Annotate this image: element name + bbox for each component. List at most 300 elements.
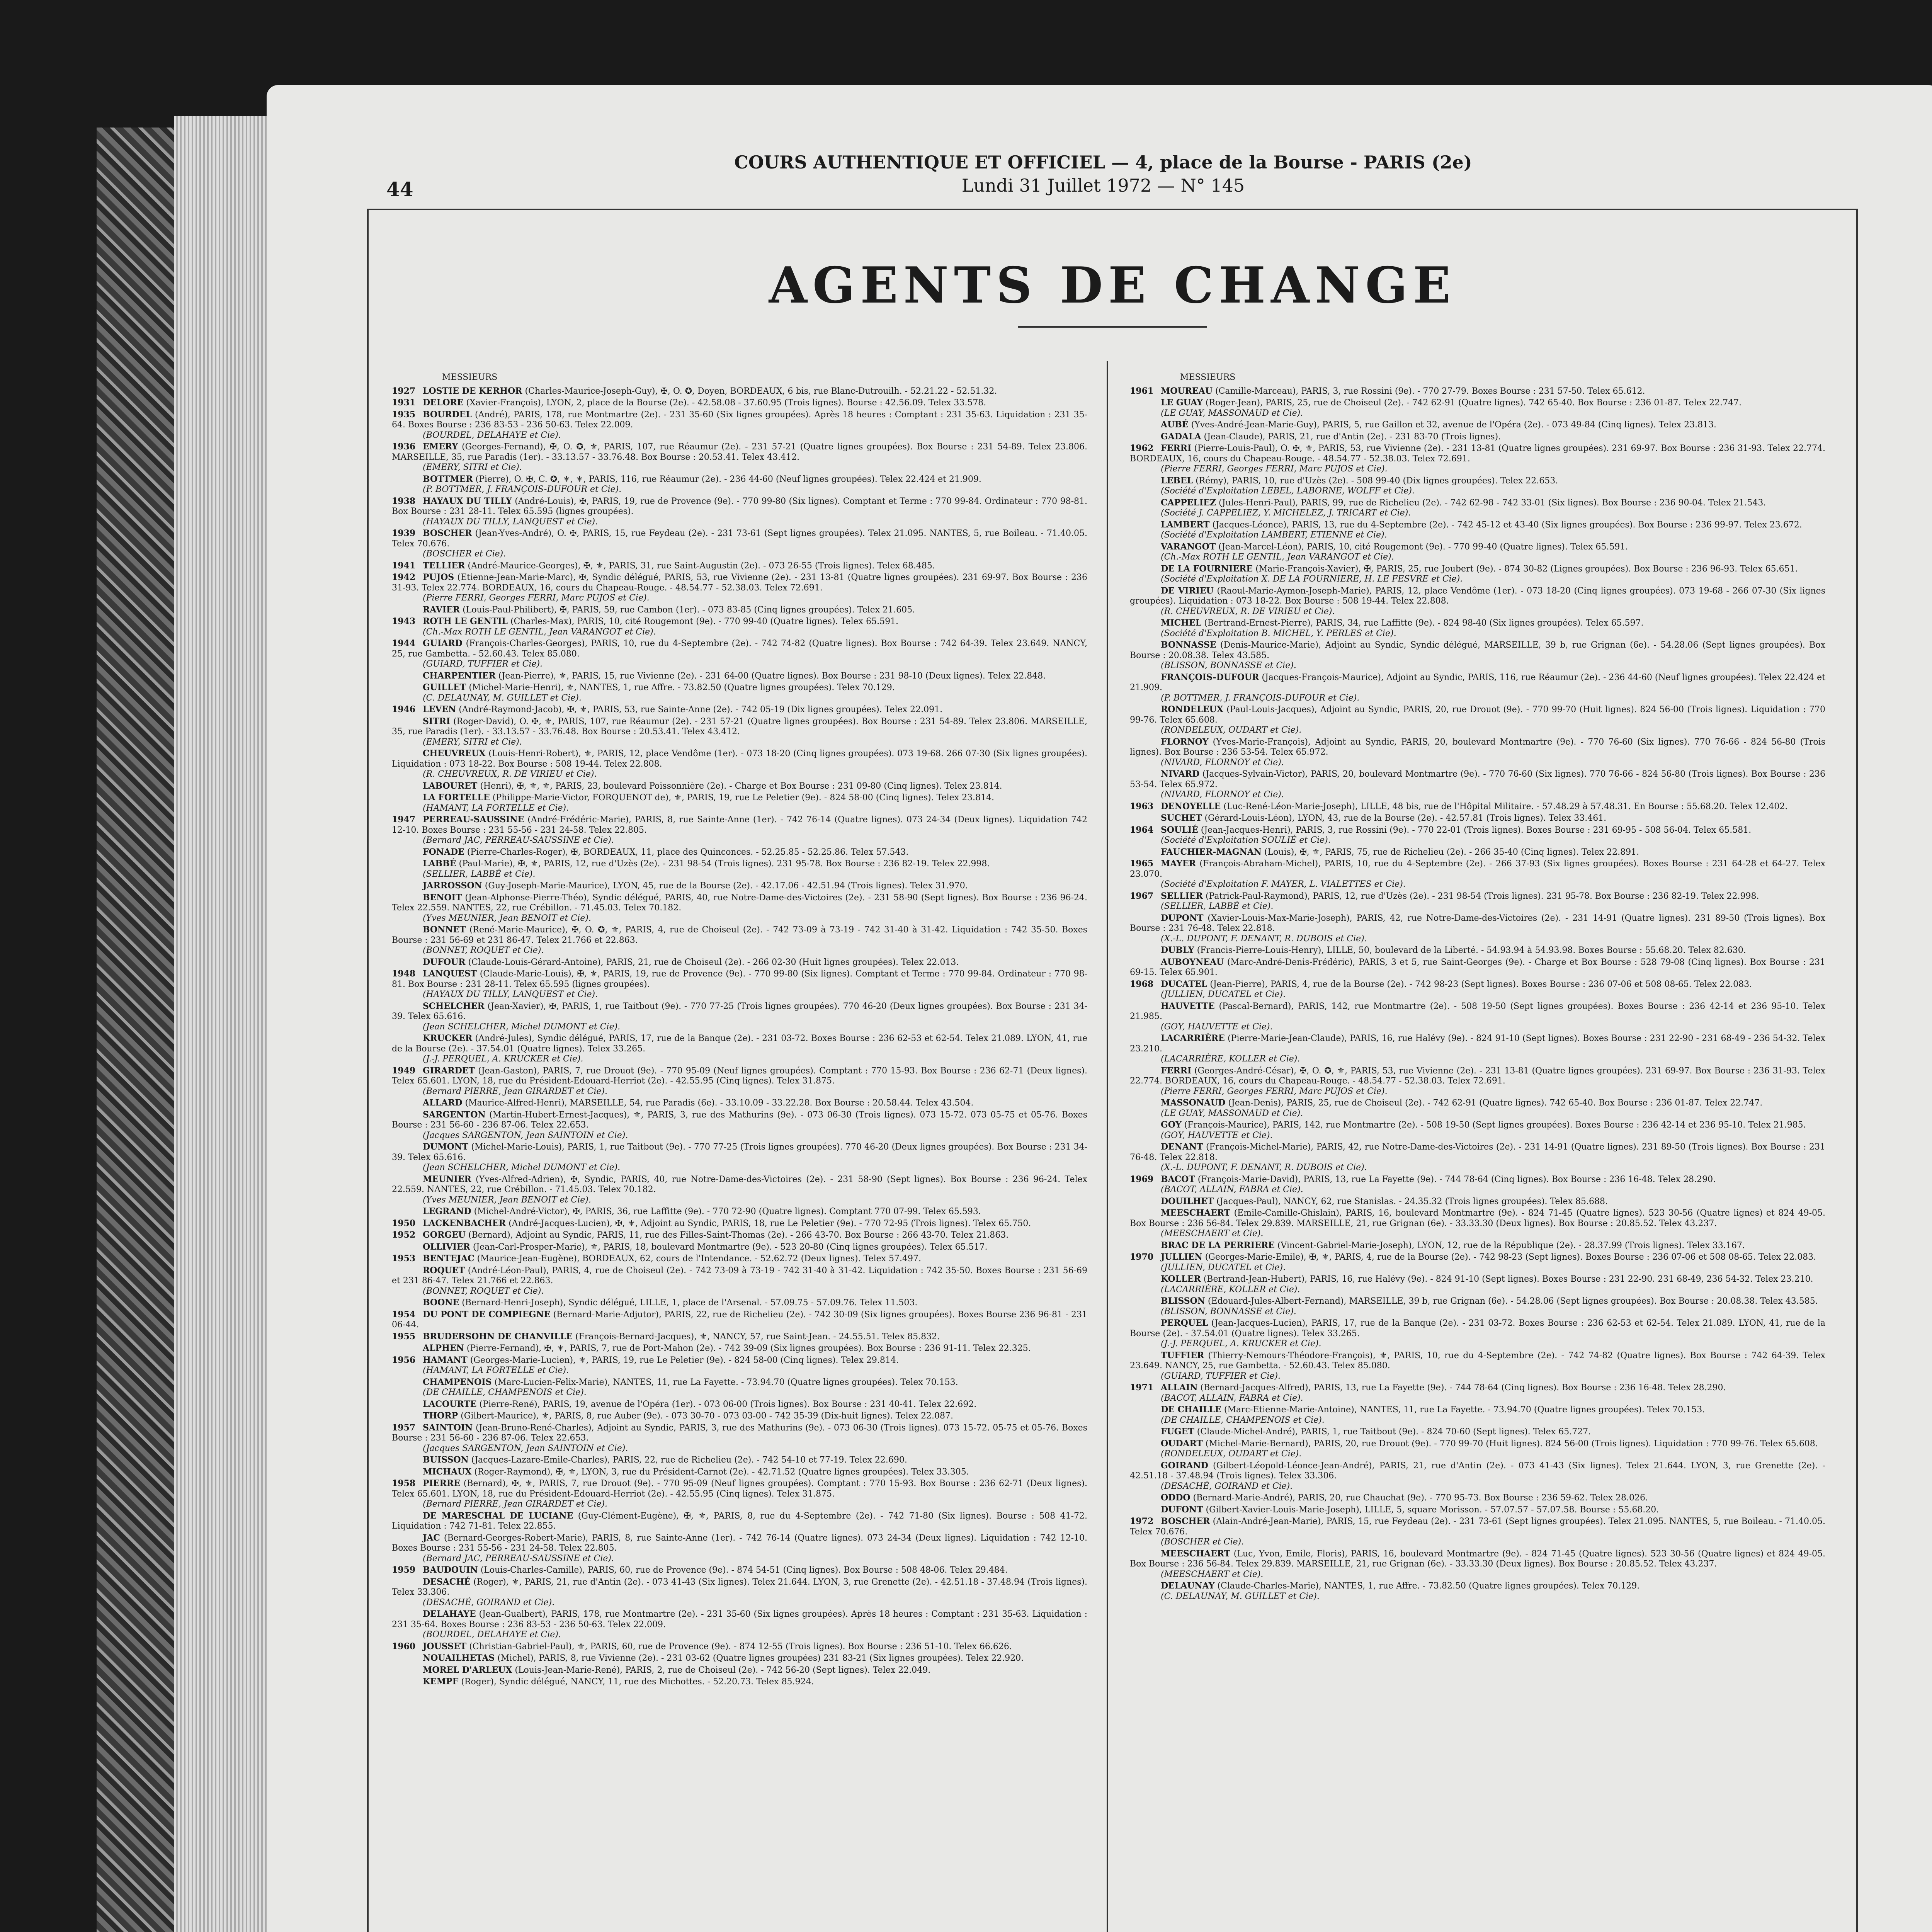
firm-name: (Jacques SARGENTON, Jean SAINTOIN et Cie).: [423, 1130, 628, 1140]
agent-details: (Guy-Joseph-Marie-Maurice), LYON, 45, rue de la Bourse (2e). - 42.17.06 - 42.51.94 (Trois lignes). Telex 31.970.: [485, 881, 968, 891]
entry-year: 1947: [392, 815, 416, 825]
agent-details: (Martin-Hubert-Ernest-Jacques), ⚜, PARIS, 3, rue des Mathurins (9e). - 073 06-30 (Trois lignes). 073 15-72. 073 05-75 et 05-76. Boxes Bourse : 231 56-60 - 236 87-06. Telex 22.653.: [392, 1110, 1087, 1130]
agent-name: DE MARESCHAL DE LUCIANE: [423, 1510, 573, 1521]
entry-year: 1936: [392, 442, 416, 452]
agent-entry: [1130, 1196, 1825, 1207]
agent-details: (Jean-Jacques-Lucien), PARIS, 17, rue de la Banque (2e). - 231 03-72. Boxes Bourse : 236 62-53 et 62-54. Telex 21.089. LYON, 41, rue de la Bourse (2e). - 37.54.01 (Quatre lignes). Telex 33.265.: [1130, 1318, 1825, 1338]
agent-details: (Marc-Etienne-Marie-Antoine), NANTES, 11, rue La Fayette. - 73.94.70 (Quatre lignes groupées). Telex 70.153.: [1224, 1405, 1705, 1415]
agent-entry: [392, 1253, 1087, 1264]
agent-details: (Michel-Marie-Bernard), PARIS, 20, rue Drouot (9e). - 770 99-70 (Huit lignes). 824 56-00 (Trois lignes). Liquidation : 770 99-76. Telex 65.608.: [1205, 1439, 1818, 1449]
agent-entry: [1130, 1098, 1825, 1119]
agent-name: SAINTOIN: [423, 1422, 473, 1433]
agent-entry: [1130, 1208, 1825, 1239]
agent-details: (Roger), Syndic délégué, NANCY, 11, rue des Michottes. - 52.20.73. Telex 85.924.: [461, 1677, 814, 1687]
entry-year: 1935: [392, 409, 416, 420]
entry-year: 1950: [392, 1218, 416, 1228]
agent-details: (Roger), ⚜, PARIS, 21, rue d'Antin (2e). - 073 41-43 (Six lignes). Telex 21.644. LYON, 3, rue Grenette (2e). - 42.51.18 - 37.48.94 (Trois lignes). Telex 33.306.: [392, 1577, 1087, 1597]
agent-entry: [1130, 542, 1825, 563]
agent-entry: [392, 815, 1087, 846]
header-title: COURS AUTHENTIQUE ET OFFICIEL — 4, place de la Bourse - PARIS (2e): [734, 152, 1472, 173]
agent-details: (Claude-Marie-Louis), ✠, ⚜, PARIS, 19, rue de Provence (9e). - 770 99-80 (Six lignes). Comptant et Terme : 770 99-84. Ordinateur : 770 98-81. Box Bourse : 231 28-11. Telex 65.595 (lignes groupées).: [392, 969, 1087, 989]
firm-name: (HAMANT, LA FORTELLE et Cie).: [423, 1366, 569, 1375]
agent-entry: [392, 1665, 1087, 1676]
firm-name: (LACARRIÈRE, KOLLER et Cie).: [1161, 1284, 1300, 1294]
agent-name: LAMBERT: [1161, 519, 1210, 530]
entry-year: 1942: [392, 572, 416, 582]
agent-name: DENOYELLE: [1161, 801, 1221, 811]
entry-year: 1955: [392, 1331, 416, 1342]
firm-name: (NIVARD, FLORNOY et Cie).: [1161, 757, 1284, 767]
agent-details: (Bernard), ✠, ⚜, PARIS, 7, rue Drouot (9e). - 770 95-09 (Neuf lignes groupées). Comptant : 770 15-93. Box Bourse : 236 62-71 (Deux lignes). Telex 65.601. LYON, 18, rue du Président-Edouard-Herriot (2e). - 42.55.95 (Cinq lignes). Telex 31.875.: [392, 1479, 1087, 1499]
agent-details: (Yves-André-Jean-Marie-Guy), PARIS, 5, rue Gaillon et 32, avenue de l'Opéra (2e). - 073 49-84 (Cinq lignes). Telex 23.813.: [1191, 420, 1717, 430]
agent-details: (Thierry-Nemours-Théodore-François), ⚜, PARIS, 10, rue du 4-Septembre (2e). - 742 74-82 (Quatre lignes). Box Bourse : 742 64-39. Telex 23.649. NANCY, 25, rue Gambetta. - 52.60.43. Telex 85.080.: [1130, 1350, 1825, 1371]
firm-name: (Société d'Exploitation F. MAYER, L. VIALETTES et Cie).: [1161, 879, 1406, 889]
agent-details: (Claude-Louis-Gérard-Antoine), PARIS, 21, rue de Choiseul (2e). - 266 02-30 (Huit lignes groupées). Telex 22.013.: [468, 957, 959, 967]
agent-entry: [392, 410, 1087, 441]
firm-name: (RONDELEUX, OUDART et Cie).: [1161, 1449, 1302, 1459]
entry-year: 1971: [1130, 1383, 1154, 1393]
agent-entry: [392, 1455, 1087, 1466]
agent-details: (Henri), ✠, ⚜, ⚜, PARIS, 23, boulevard Poissonnière (2e). - Charge et Box Bourse : 231 09-80 (Cinq lignes). Telex 23.814.: [480, 781, 1002, 791]
agent-name: DU PONT DE COMPIEGNE: [423, 1309, 551, 1320]
agent-details: (Pierre-Fernand), ✠, ⚜, PARIS, 7, rue de Port-Mahon (2e). - 742 39-09 (Six lignes groupées). Box Bourse : 236 91-11. Telex 22.325.: [466, 1344, 1031, 1353]
agent-details: (André-Frédéric-Marie), PARIS, 8, rue Sainte-Anne (1er). - 742 76-14 (Quatre lignes). 073 24-34 (Deux lignes). Liquidation 742 12-10. Boxes Bourse : 231 55-56 - 231 24-58. Telex 22.805.: [392, 815, 1087, 835]
agent-details: (René-Marie-Maurice), ✠, O. ✪, ⚜, PARIS, 4, rue de Choiseul (2e). - 742 73-09 à 73-19 - 742 31-40 à 31-42. Liquidation : 742 35-50. Boxes Bourse : 231 56-69 et 231 86-47. Telex 21.766 et 22.863.: [392, 925, 1087, 945]
agent-entry: [1130, 1252, 1825, 1273]
agent-name: FUGET: [1161, 1427, 1194, 1437]
agent-details: (Bernard-Marie-Adjutor), PARIS, 22, rue de Richelieu (2e). - 742 30-09 (Six lignes groupées). Boxes Bourse 236 96-81 - 231 06-44.: [392, 1310, 1087, 1330]
book-spine-binding: [97, 128, 174, 1932]
agent-name: BOSCHER: [423, 528, 472, 538]
agent-details: (Yves-Marie-François), Adjoint au Syndic, PARIS, 20, boulevard Montmartre (9e). - 770 76-60 (Six lignes). 770 76-66 - 824 56-80 (Trois lignes). Box Bourse : 236 53-54. Telex 65.972.: [1130, 737, 1825, 757]
firm-name: (DESACHÉ, GOIRAND et Cie).: [1161, 1481, 1293, 1491]
agent-details: (André-Léon-Paul), PARIS, 4, rue de Choiseul (2e). - 742 73-09 à 73-19 - 742 31-40 à 31-42. Liquidation : 742 35-50. Boxes Bourse : 231 56-69 et 231 86-47. Telex 21.766 et 22.863.: [392, 1265, 1087, 1286]
agent-name: MICHAUX: [423, 1466, 472, 1477]
agent-details: (Gilbert-Léopold-Léonce-Jean-André), PARIS, 21, rue d'Antin (2e). - 073 41-43 (Six lignes). Telex 21.644. LYON, 3, rue Grenette (2e). - 42.51.18 - 37.48.94 (Trois lignes). Telex 33.306.: [1130, 1461, 1825, 1481]
agent-details: (Jean-Gualbert), PARIS, 178, rue Montmartre (2e). - 231 35-60 (Six lignes groupées). Après 18 heures : Comptant : 231 35-63. Liquidation : 231 35-64. Boxes Bourse : 236 83-53 - 236 50-63. Telex 22.009.: [392, 1609, 1087, 1629]
agent-details: (Bernard-Georges-Robert-Marie), PARIS, 8, rue Sainte-Anne (1er). - 742 76-14 (Quatre lignes). 073 24-34 (Deux lignes). Liquidation : 742 12-10. Boxes Bourse : 231 55-56 - 231 24-58. Telex 22.805.: [392, 1533, 1087, 1553]
agent-entry: [1130, 859, 1825, 890]
agent-name: HAUVETTE: [1161, 1001, 1215, 1011]
agent-entry: [392, 925, 1087, 956]
page-stack-edge: [174, 116, 270, 1932]
agent-entry: [392, 957, 1087, 968]
agent-entry: [392, 386, 1087, 397]
agent-name: LEGRAND: [423, 1206, 471, 1216]
agent-details: (Emile-Camille-Ghislain), PARIS, 16, boulevard Montmartre (9e). - 824 71-45 (Quatre lignes). 523 30-56 (Quatre lignes) et 824 49-05. Box Bourse : 236 56-84. Telex 29.839. MARSEILLE, 21, rue Grignan (6e). - 33.33.30 (Deux lignes). Box Bourse : 20.85.52. Telex 43.237.: [1130, 1208, 1825, 1228]
entry-year: 1938: [392, 496, 416, 506]
agent-entry: [392, 1478, 1087, 1510]
agent-name: PIERRE: [423, 1478, 460, 1488]
agent-entry: [392, 616, 1087, 637]
entry-year: 1952: [392, 1230, 416, 1240]
agent-entry: [1130, 443, 1825, 474]
agent-entry: [392, 704, 1087, 715]
entry-year: 1970: [1130, 1252, 1154, 1262]
agent-details: (Georges-Fernand), ✠, O. ✪, ⚜, PARIS, 107, rue Réaumur (2e). - 231 57-21 (Quatre lignes groupées). Box Bourse : 231 54-89. Telex 23.806. MARSEILLE, 35, rue Paradis (1er). - 33.13.57 - 33.76.48. Box Bourse : 20.53.41. Telex 43.412.: [392, 442, 1087, 462]
agent-name: MOREL D'ARLEUX: [423, 1665, 512, 1675]
agent-name: SOULIÉ: [1161, 825, 1198, 835]
agent-details: (Jean-Denis), PARIS, 25, rue de Choiseul (2e). - 742 62-91 (Quatre lignes). 742 65-40. Box Bourse : 236 01-87. Telex 22.747.: [1228, 1098, 1763, 1108]
agent-entry: [1130, 1516, 1825, 1548]
agent-name: DENANT: [1161, 1142, 1203, 1152]
firm-name: (Bernard PIERRE, Jean GIRARDET et Cie).: [423, 1499, 607, 1509]
firm-name: (Société J. CAPPELIEZ, Y. MICHELEZ, J. TRICART et Cie).: [1161, 508, 1411, 518]
firm-name: (HAYAUX DU TILLY, LANQUEST et Cie).: [423, 517, 598, 527]
agent-details: (Claude-Charles-Marie), NANTES, 1, rue Affre. - 73.82.50 (Quatre lignes groupées). Telex 70.129.: [1217, 1581, 1640, 1591]
agent-name: BONNET: [423, 925, 466, 935]
agent-entry: [1130, 1274, 1825, 1295]
agent-name: DUBLY: [1161, 945, 1194, 955]
agent-name: GADALA: [1161, 431, 1201, 442]
agent-name: MEUNIER: [423, 1174, 471, 1184]
agent-details: (Jean-Pierre), ⚜, PARIS, 15, rue Vivienne (2e). - 231 64-00 (Quatre lignes). Box Bourse : 231 98-10 (Deux lignes). Telex 22.848.: [498, 671, 1046, 681]
agent-entry: [392, 1310, 1087, 1330]
firm-name: (DE CHAILLE, CHAMPENOIS et Cie).: [423, 1388, 587, 1397]
agent-details: (André), PARIS, 178, rue Montmartre (2e). - 231 35-60 (Six lignes groupées). Après 18 heures : Comptant : 231 35-63. Liquidation : 231 35-64. Boxes Bourse : 236 83-53 - 236 50-63. Telex 22.009.: [392, 410, 1087, 430]
agent-name: BOURDEL: [423, 409, 472, 420]
section-label: MESSIEURS: [442, 372, 498, 382]
agent-details: (André-Jules), Syndic délégué, PARIS, 17, rue de la Banque (2e). - 231 03-72. Boxes Bourse : 236 62-53 et 62-54. Telex 21.089. LYON, 41, rue de la Bourse (2e). - 37.54.01 (Quatre lignes). Telex 33.265.: [392, 1034, 1087, 1054]
agent-entry: [1130, 1142, 1825, 1173]
agent-details: (Guy-Clément-Eugène), ✠, ⚜, PARIS, 8, rue du 4-Septembre (2e). - 742 71-80 (Six lignes). Bourse : 508 41-72. Liquidation : 742 71-81. Telex 22.855.: [392, 1511, 1087, 1531]
agent-entry: [392, 1411, 1087, 1422]
agent-name: LE GUAY: [1161, 398, 1203, 408]
firm-name: (BOSCHER et Cie).: [1161, 1537, 1244, 1547]
firm-name: (R. CHEUVREUX, R. DE VIRIEU et Cie).: [1161, 606, 1335, 616]
entry-year: 1969: [1130, 1174, 1154, 1184]
agent-name: FONADE: [423, 847, 464, 857]
agent-details: (Michel-Marie-Henri), ⚜, NANTES, 1, rue Affre. - 73.82.50 (Quatre lignes groupées). Telex 70.129.: [469, 683, 895, 692]
agent-entry: [1130, 476, 1825, 497]
agent-name: MOUREAU: [1161, 386, 1213, 396]
entry-year: 1963: [1130, 801, 1154, 811]
agent-entry: [392, 1609, 1087, 1640]
agent-details: (Raoul-Marie-Aymon-Joseph-Marie), PARIS, 12, place Vendôme (1er). - 073 18-20 (Cinq lignes groupées). 073 19-68 - 266 07-30 (Six lignes groupées). Liquidation : 073 18-22. Box Bourse : 508 19-44. Telex 22.808.: [1130, 586, 1825, 606]
agent-entry: [1130, 1493, 1825, 1503]
agent-name: EMERY: [423, 442, 458, 452]
section-label: MESSIEURS: [1180, 372, 1236, 382]
agent-name: DUFOUR: [423, 957, 466, 967]
agent-entry: [392, 1298, 1087, 1308]
page-title: AGENTS DE CHANGE: [769, 257, 1456, 315]
agent-name: RAVIER: [423, 604, 460, 615]
firm-name: (HAYAUX DU TILLY, LANQUEST et Cie).: [423, 990, 598, 999]
firm-name: (Société d'Exploitation B. MICHEL, Y. PERLES et Cie).: [1161, 628, 1396, 638]
firm-name: (GUIARD, TUFFIER et Cie).: [423, 659, 543, 669]
agent-details: (Camille-Marceau), PARIS, 3, rue Rossini (9e). - 770 27-79. Boxes Bourse : 231 57-50. Telex 65.612.: [1215, 386, 1645, 396]
agent-details: (Jean-Marcel-Léon), PARIS, 10, cité Rougemont (9e). - 770 99-40 (Quatre lignes). Telex 65.591.: [1218, 542, 1628, 552]
agent-entry: [1130, 520, 1825, 541]
entry-year: 1931: [392, 398, 416, 408]
agent-name: ALLARD: [423, 1098, 463, 1108]
agent-entry: [392, 1577, 1087, 1608]
agent-entry: [392, 748, 1087, 780]
firm-name: (JULLIEN, DUCATEL et Cie).: [1161, 990, 1286, 999]
agent-entry: [392, 1066, 1087, 1097]
agent-entry: [1130, 737, 1825, 768]
agent-name: CHARPENTIER: [423, 670, 496, 681]
entry-year: 1939: [392, 528, 416, 538]
agent-details: (Georges-Marie-Emile), ✠, ⚜, PARIS, 4, rue de la Bourse (2e). - 742 98-23 (Sept lignes). Boxes Bourse : 236 07-06 et 508 08-65. Telex 22.083.: [1205, 1252, 1816, 1262]
entry-year: 1943: [392, 616, 416, 626]
agent-entry: [392, 781, 1087, 792]
agent-name: MEESCHAERT: [1161, 1208, 1231, 1218]
column-divider: [1107, 361, 1108, 1932]
agent-details: (Alain-André-Jean-Marie), PARIS, 15, rue Feydeau (2e). - 231 73-61 (Sept lignes groupées). Telex 21.095. NANTES, 5, rue Boileau. - 71.40.05. Telex 70.676.: [1130, 1517, 1825, 1537]
agent-name: ALPHEN: [423, 1343, 464, 1353]
agent-name: FAUCHIER-MAGNAN: [1161, 847, 1262, 857]
firm-name: (Jean SCHELCHER, Michel DUMONT et Cie).: [423, 1163, 621, 1172]
agent-details: (Marc-Lucien-Felix-Marie), NANTES, 11, rue La Fayette. - 73.94.70 (Quatre lignes groupées). Telex 70.153.: [494, 1377, 958, 1387]
agent-details: (Denis-Maurice-Marie), Adjoint au Syndic, Syndic délégué, MARSEILLE, 39 b, rue Grignan (6e). - 54.28.06 (Sept lignes groupées). Box Bourse : 20.08.38. Telex 43.585.: [1130, 640, 1825, 660]
firm-name: (NIVARD, FLORNOY et Cie).: [1161, 790, 1284, 799]
agent-name: PERQUEL: [1161, 1318, 1208, 1328]
agent-name: CHAMPENOIS: [423, 1377, 492, 1387]
agent-name: BENTEJAC: [423, 1253, 474, 1264]
agent-entry: [392, 1230, 1087, 1241]
agent-name: LANQUEST: [423, 969, 477, 979]
firm-name: (Pierre FERRI, Georges FERRI, Marc PUJOS et Cie).: [1161, 464, 1388, 474]
firm-name: (P. BOTTMER, J. FRANÇOIS-DUFOUR et Cie).: [1161, 693, 1360, 703]
agent-details: (Xavier-François), LYON, 2, place de la Bourse (2e). - 42.58.08 - 37.60.95 (Trois lignes). Bourse : 42.56.09. Telex 33.578.: [466, 398, 986, 408]
entry-year: 1960: [392, 1641, 416, 1651]
agent-details: (Jacques-Sylvain-Victor), PARIS, 20, boulevard Montmartre (9e). - 770 76-60 (Six lignes). 770 76-66 - 824 56-80 (Trois lignes). Box Bourse : 236 53-54. Telex 65.972.: [1130, 769, 1825, 789]
firm-name: (JULLIEN, DUCATEL et Cie).: [1161, 1262, 1286, 1272]
entry-year: 1941: [392, 560, 416, 571]
firm-name: (Bernard JAC, PERREAU-SAUSSINE et Cie).: [423, 835, 614, 845]
agent-details: (Bernard-Henri-Joseph), Syndic délégué, LILLE, 1, place de l'Arsenal. - 57.09.75 - 57.09.76. Telex 11.503.: [462, 1298, 918, 1308]
firm-name: (BLISSON, BONNASSE et Cie).: [1161, 1306, 1296, 1316]
agent-entry: [392, 1098, 1087, 1109]
agent-name: BRUDERSOHN DE CHANVILLE: [423, 1331, 573, 1342]
agent-details: (Rémy), PARIS, 10, rue d'Uzès (2e). - 508 99-40 (Dix lignes groupées). Telex 22.653.: [1196, 476, 1558, 486]
agent-details: (Georges-André-César), ✠, O. ✪, ⚜, PARIS, 53, rue Vivienne (2e). - 231 13-81 (Quatre lignes groupées). 231 69-97. Box Bourse : 236 31-93. Telex 22.774. BORDEAUX, 16, cours du Chapeau-Rouge. - 48.54.77 - 52.38.03. Telex 72.691.: [1130, 1066, 1825, 1086]
agent-entry: [392, 716, 1087, 748]
agent-name: ROQUET: [423, 1265, 465, 1276]
agent-details: (Philippe-Marie-Victor, FORQUENOT de), ⚜, PARIS, 19, rue Le Peletier (9e). - 824 58-00 (Cinq lignes). Telex 23.814.: [492, 793, 995, 803]
agent-details: (Bertrand-Ernest-Pierre), PARIS, 34, rue Laffitte (9e). - 824 98-40 (Six lignes groupées). Telex 65.597.: [1204, 618, 1644, 628]
agent-name: JULLIEN: [1161, 1252, 1202, 1262]
agent-entry: [1130, 1350, 1825, 1382]
agent-entry: [392, 1355, 1087, 1376]
agent-name: FLORNOY: [1161, 736, 1209, 747]
agent-entry: [1130, 1120, 1825, 1141]
agent-entry: [1130, 1296, 1825, 1317]
agent-details: (Jean-Claude), PARIS, 21, rue d'Antin (2e). - 231 83-70 (Trois lignes).: [1204, 432, 1501, 442]
agent-details: (Christian-Gabriel-Paul), ⚜, PARIS, 60, rue de Provence (9e). - 874 12-55 (Trois lignes). Box Bourse : 236 51-10. Telex 66.626.: [469, 1641, 1012, 1651]
agent-details: (Roger-Raymond), ✠, ⚜, LYON, 3, rue du Président-Carnot (2e). - 42.71.52 (Quatre lignes groupées). Telex 33.305.: [474, 1467, 969, 1477]
agent-details: (André-Raymond-Jacob), ✠, ⚜, PARIS, 53, rue Sainte-Anne (2e). - 742 05-19 (Dix lignes groupées). Telex 22.091.: [459, 705, 943, 714]
agent-details: (Marie-François-Xavier), ✠, PARIS, 25, rue Joubert (9e). - 874 30-82 (Lignes groupées). Box Bourse : 236 96-93. Telex 65.651.: [1255, 564, 1798, 574]
agent-entry: [1130, 498, 1825, 519]
entry-year: 1965: [1130, 859, 1154, 869]
agent-name: BUISSON: [423, 1455, 469, 1465]
firm-name: (GUIARD, TUFFIER et Cie).: [1161, 1371, 1281, 1381]
agent-entry: [1130, 586, 1825, 617]
agent-details: (François-Bernard-Jacques), ⚜, NANCY, 57, rue Saint-Jean. - 24.55.51. Telex 85.832.: [575, 1332, 940, 1342]
agent-details: (Pierre-Charles-Roger), ✠, BORDEAUX, 11, place des Quinconces. - 52.25.85 - 52.25.86. Telex 57.543.: [467, 847, 909, 857]
firm-name: (J.-J. PERQUEL, A. KRUCKER et Cie).: [1161, 1339, 1321, 1349]
agent-name: HAMANT: [423, 1355, 468, 1365]
agent-details: (François-Charles-Georges), PARIS, 10, rue du 4-Septembre (2e). - 742 74-82 (Quatre lignes). Box Bourse : 742 64-39. Telex 23.649. NANCY, 25, rue Gambetta. - 52.60.43. Telex 85.080.: [392, 639, 1087, 659]
agent-entry: [1130, 1318, 1825, 1349]
agent-name: BRAC DE LA PERRIERE: [1161, 1240, 1275, 1250]
agent-name: ROTH LE GENTIL: [423, 616, 508, 626]
firm-name: (BACOT, ALLAIN, FABRA et Cie).: [1161, 1185, 1303, 1194]
agent-name: DELAUNAY: [1161, 1581, 1215, 1591]
agent-name: NOUAILHETAS: [423, 1653, 495, 1663]
agent-entry: [1130, 420, 1825, 430]
agent-details: (Maurice-Alfred-Henri), MARSEILLE, 54, rue Paradis (6e). - 33.10.09 - 33.22.28. Box Bourse : 20.58.44. Telex 43.504.: [465, 1098, 974, 1108]
agent-details: (Pascal-Bernard), PARIS, 142, rue Montmartre (2e). - 508 19-50 (Sept lignes groupées). Boxes Bourse : 236 42-14 et 236 95-10. Telex 21.985.: [1130, 1001, 1825, 1021]
entry-year: 1949: [392, 1065, 416, 1076]
agent-details: (Maurice-Jean-Eugène), BORDEAUX, 62, cours de l'Intendance. - 52.62.72 (Deux lignes). Telex 57.497.: [477, 1254, 922, 1264]
agent-name: NIVARD: [1161, 769, 1200, 779]
agent-details: (François-Maurice), PARIS, 142, rue Montmartre (2e). - 508 19-50 (Sept lignes groupées). Boxes Bourse : 236 42-14 et 236 95-10. Telex 21.985.: [1184, 1120, 1806, 1130]
agent-details: (Jacques-Lazare-Emile-Charles), PARIS, 22, rue de Richelieu (2e). - 742 54-10 et 77-19. Telex 22.690.: [471, 1455, 907, 1465]
agent-name: MAYER: [1161, 859, 1196, 869]
firm-name: (R. CHEUVREUX, R. DE VIRIEU et Cie).: [423, 769, 597, 779]
agent-entry: [392, 1565, 1087, 1576]
agent-entry: [392, 1242, 1087, 1253]
firm-name: (SELLIER, LABBÉ et Cie).: [1161, 901, 1274, 911]
agent-name: DESACHÉ: [423, 1577, 471, 1587]
agent-details: (André-Louis), ✠, PARIS, 19, rue de Provence (9e). - 770 99-80 (Six lignes). Comptant et Terme : 770 99-84. Ordinateur : 770 98-81. Box Bourse : 231 28-11. Telex 65.595 (lignes groupées).: [392, 496, 1087, 516]
agent-details: (Jacques-Léonce), PARIS, 13, rue du 4-Septembre (2e). - 742 45-12 et 43-40 (Six lignes groupées). Box Bourse : 236 99-97. Telex 23.672.: [1212, 520, 1802, 530]
agent-details: (Roger-David), O. ✠, ⚜, PARIS, 107, rue Réaumur (2e). - 231 57-21 (Quatre lignes groupées). Box Bourse : 231 54-89. Telex 23.806. MARSEILLE, 35, rue Paradis (1er). - 33.13.57 - 33.76.48. Box Bourse : 20.53.41. Telex 43.412.: [392, 716, 1087, 736]
agent-entry: [392, 1001, 1087, 1032]
header-date: Lundi 31 Juillet 1972 — N° 145: [961, 175, 1245, 196]
firm-name: (MEESCHAERT et Cie).: [1161, 1569, 1264, 1579]
agent-details: (François-Abraham-Michel), PARIS, 10, rue du 4-Septembre (2e). - 266 37-93 (Six lignes groupées). Boxes Bourse : 231 64-28 et 64-27. Telex 23.070.: [1130, 859, 1825, 879]
agent-entry: [1130, 1240, 1825, 1251]
firm-name: (LE GUAY, MASSONAUD et Cie).: [1161, 408, 1303, 418]
agent-entry: [392, 561, 1087, 571]
agent-name: BOTTMER: [423, 474, 473, 484]
agent-name: SARGENTON: [423, 1109, 486, 1120]
firm-name: (BOURDEL, DELAHAYE et Cie).: [423, 1630, 561, 1639]
agent-name: KOLLER: [1161, 1274, 1201, 1284]
agent-name: GIRARDET: [423, 1065, 475, 1076]
agent-name: LOSTIE DE KERHOR: [423, 386, 522, 396]
agent-entry: [392, 682, 1087, 703]
page-number: 44: [386, 178, 413, 201]
agent-entry: [392, 1533, 1087, 1564]
agent-name: RONDELEUX: [1161, 704, 1223, 714]
agent-details: (Jean-Gaston), PARIS, 7, rue Drouot (9e). - 770 95-09 (Neuf lignes groupées). Comptant : 770 15-93. Box Bourse : 236 62-71 (Deux lignes). Telex 65.601. LYON, 18, rue du Président-Edouard-Herriot (2e). - 42.55.95 (Cinq lignes). Telex 31.875.: [392, 1066, 1087, 1086]
firm-name: (BONNET, ROQUET et Cie).: [423, 1286, 544, 1296]
agent-entry: [1130, 1581, 1825, 1602]
agent-name: LACOURTE: [423, 1399, 477, 1409]
agent-name: BOSCHER: [1161, 1516, 1210, 1526]
agent-name: SITRI: [423, 716, 451, 726]
agent-entry: [392, 893, 1087, 924]
agent-name: FERRI: [1161, 1065, 1192, 1076]
agent-name: GUILLET: [423, 682, 466, 692]
agent-details: (Jean-Yves-André), O. ✠, PARIS, 15, rue Feydeau (2e). - 231 73-61 (Sept lignes groupées). Telex 21.095. NANTES, 5, rue Boileau. - 71.40.05. Telex 70.676.: [392, 529, 1087, 549]
agent-entry: [392, 474, 1087, 495]
agent-entry: [392, 1218, 1087, 1229]
agent-entry: [392, 1343, 1087, 1354]
entry-year: 1953: [392, 1253, 416, 1264]
agent-details: (François-Michel-Marie), PARIS, 42, rue Notre-Dame-des-Victoires (2e). - 231 14-91 (Quatre lignes). 231 89-50 (Trois lignes). Box Bourse : 231 76-48. Telex 22.818.: [1130, 1142, 1825, 1162]
agent-name: LA FORTELLE: [423, 793, 490, 803]
agent-entry: [1130, 1001, 1825, 1032]
agent-name: FERRI: [1161, 443, 1192, 453]
agent-entry: [392, 1511, 1087, 1532]
agent-name: JARROSSON: [423, 881, 482, 891]
agent-details: (Jean-Jacques-Henri), PARIS, 3, rue Rossini (9e). - 770 22-01 (Trois lignes). Boxes Bourse : 231 69-95 - 508 56-04. Telex 65.581.: [1201, 825, 1752, 835]
agent-details: (Yves-Alfred-Adrien), ✠, Syndic, PARIS, 40, rue Notre-Dame-des-Victoires (2e). - 231 58-90 (Sept lignes). Box Bourse : 236 96-24. Telex 22.559. NANTES, 22, rue Crébillon. - 71.45.03. Telex 70.182.: [392, 1174, 1087, 1194]
agent-details: (Jean-Xavier), ✠, PARIS, 1, rue Taitbout (9e). - 770 77-25 (Trois lignes groupées). 770 46-20 (Deux lignes groupées). Box Bourse : 231 34-39. Telex 65.616.: [392, 1001, 1087, 1021]
title-rule: [1018, 326, 1207, 328]
agent-details: (Edouard-Jules-Albert-Fernand), MARSEILLE, 39 b, rue Grignan (6e). - 54.28.06 (Sept lignes groupées). Box Bourse : 20.08.38. Telex 43.585.: [1208, 1296, 1818, 1306]
agent-name: DUCATEL: [1161, 979, 1208, 989]
agent-name: BONNASSE: [1161, 640, 1216, 650]
agent-details: (Charles-Max), PARIS, 10, cité Rougemont (9e). - 770 99-40 (Quatre lignes). Telex 65.591.: [510, 617, 899, 626]
agent-entry: [392, 1653, 1087, 1664]
agent-entry: [392, 969, 1087, 1000]
firm-name: (GOY, HAUVETTE et Cie).: [1161, 1130, 1273, 1140]
agent-entry: [1130, 672, 1825, 704]
agent-entry: [392, 1332, 1087, 1342]
firm-name: (EMERY, SITRI et Cie).: [423, 737, 522, 747]
agent-name: VARANGOT: [1161, 541, 1216, 552]
entry-year: 1972: [1130, 1516, 1154, 1526]
firm-name: (MEESCHAERT et Cie).: [1161, 1229, 1264, 1238]
agent-entry: [392, 1423, 1087, 1454]
agent-name: DUFONT: [1161, 1504, 1203, 1515]
agent-entry: [1130, 432, 1825, 442]
agent-entry: [1130, 640, 1825, 671]
agent-details: (Bertrand-Jean-Hubert), PARIS, 16, rue Halévy (9e). - 824 91-10 (Sept lignes). Boxes Bourse : 231 22-90. 231 68-49, 236 54-32. Telex 23.210.: [1203, 1274, 1813, 1284]
firm-name: (Société d'Exploitation LAMBERT, ETIENNE et Cie).: [1161, 530, 1387, 540]
agent-name: THORP: [423, 1411, 458, 1421]
agent-name: DE VIRIEU: [1161, 585, 1214, 596]
firm-name: (C. DELAUNAY, M. GUILLET et Cie).: [1161, 1591, 1320, 1601]
agent-name: BACOT: [1161, 1174, 1195, 1184]
agent-details: (Michel-Marie-Louis), PARIS, 1, rue Taitbout (9e). - 770 77-25 (Trois lignes groupées). 770 46-20 (Deux lignes groupées). Box Bourse : 231 34-39. Telex 65.616.: [392, 1142, 1087, 1162]
agent-details: (Marc-André-Denis-Frédéric), PARIS, 3 et 5, rue Saint-Georges (9e). - Charge et Box Bourse : 528 79-08 (Cinq lignes). Box Bourse : 231 69-15. Telex 65.901.: [1130, 957, 1825, 977]
agent-entry: [392, 671, 1087, 682]
agent-entry: [1130, 1405, 1825, 1425]
firm-name: (X.-L. DUPONT, F. DENANT, R. DUBOIS et Cie).: [1161, 934, 1367, 944]
agent-details: (Louis-Jean-Marie-René), PARIS, 2, rue de Choiseul (2e). - 742 56-20 (Sept lignes). Telex 22.049.: [515, 1665, 931, 1675]
firm-name: (EMERY, SITRI et Cie).: [423, 463, 522, 472]
agent-name: DELAHAYE: [423, 1609, 476, 1619]
firm-name: (GOY, HAUVETTE et Cie).: [1161, 1022, 1273, 1032]
agent-name: DE CHAILLE: [1161, 1405, 1221, 1415]
agent-entry: [392, 528, 1087, 560]
agent-entry: [392, 442, 1087, 473]
agent-entry: [1130, 945, 1825, 956]
agent-details: (Pierre-Marie-Jean-Claude), PARIS, 16, rue Halévy (9e). - 824 91-10 (Sept lignes). Boxes Bourse : 231 22-90 - 231 68-49 - 236 54-32. Telex 23.210.: [1130, 1034, 1825, 1054]
agent-details: (André-Maurice-Georges), ✠, ⚜, PARIS, 31, rue Saint-Augustin (2e). - 073 26-55 (Trois lignes). Telex 68.485.: [468, 561, 935, 571]
agent-entry: [1130, 1383, 1825, 1403]
agent-entry: [392, 1206, 1087, 1217]
agent-details: (Luc-René-Léon-Marie-Joseph), LILLE, 48 bis, rue de l'Hôpital Militaire. - 57.48.29 à 57.48.31. En Bourse : 55.68.20. Telex 12.402.: [1223, 801, 1788, 811]
agent-details: (Jacques-Paul), NANCY, 62, rue Stanislas. - 24.35.32 (Trois lignes groupées). Telex 85.688.: [1216, 1196, 1608, 1206]
agent-name: BOONE: [423, 1298, 459, 1308]
agent-details: (François-Marie-David), PARIS, 13, rue La Fayette (9e). - 744 78-64 (Cinq lignes). Box Bourse : 236 16-48. Telex 28.290.: [1197, 1174, 1716, 1184]
agent-entry: [1130, 801, 1825, 812]
agent-name: KRUCKER: [423, 1033, 473, 1043]
entry-year: 1946: [392, 704, 416, 714]
agent-details: (Charles-Maurice-Joseph-Guy), ✠, O. ✪, Doyen, BORDEAUX, 6 bis, rue Blanc-Dutrouilh. - 52.21.22 - 52.51.32.: [525, 386, 997, 396]
agent-entry: [1130, 813, 1825, 824]
agent-name: LEVEN: [423, 704, 456, 714]
